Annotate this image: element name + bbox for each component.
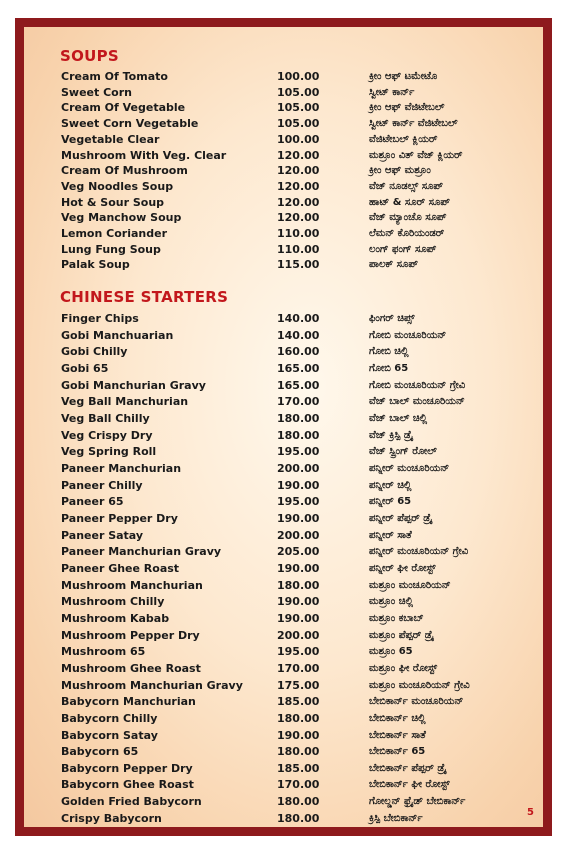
item-name: Gobi Manchuarian bbox=[61, 328, 174, 342]
item-kannada-name: ಪನ್ನೀರ್ ಪೆಪ್ಪರ್ ಡ್ರೈ bbox=[369, 512, 433, 524]
item-name: Paneer Chilly bbox=[61, 478, 143, 492]
menu-page-border bbox=[15, 18, 552, 836]
item-price: 200.00 bbox=[277, 461, 320, 475]
item-name: Sweet Corn bbox=[61, 85, 132, 99]
item-kannada-name: ಗೋಬಿ ಮಂಚೂರಿಯನ್ bbox=[369, 329, 447, 341]
item-name: Mushroom Manchurian bbox=[61, 578, 203, 592]
menu-item-row bbox=[24, 777, 543, 793]
item-kannada-name: ಸ್ವೀಟ್ ಕಾರ್ನ್ ವೆಜಿಟೇಬಲ್ bbox=[369, 118, 458, 130]
menu-item-row bbox=[24, 195, 543, 211]
menu-item-row bbox=[24, 561, 543, 577]
item-kannada-name: ಕ್ರೀಂ ಆಫ್ ವೆಜಿಟೇಬಲ್ bbox=[369, 102, 445, 114]
item-kannada-name: ಮಶ್ರೂಂ ವಿತ್ ವೆಜ್ ಕ್ಲಿಯರ್ bbox=[369, 149, 463, 161]
menu-item-row bbox=[24, 257, 543, 273]
item-name: Mushroom 65 bbox=[61, 645, 146, 659]
item-price: 105.00 bbox=[277, 117, 320, 131]
item-name: Lung Fung Soup bbox=[61, 242, 161, 256]
item-price: 120.00 bbox=[277, 179, 320, 193]
item-kannada-name: ಫಿಂಗರ್ ಚಿಪ್ಸ್ bbox=[369, 313, 415, 324]
item-price: 120.00 bbox=[277, 164, 320, 178]
menu-item-row bbox=[24, 528, 543, 544]
item-kannada-name: ಪನ್ನೀರ್ ಚಿಲ್ಲಿ bbox=[369, 479, 412, 491]
item-price: 190.00 bbox=[277, 511, 320, 525]
item-name: Gobi 65 bbox=[61, 361, 109, 375]
item-kannada-name: ಹಾಟ್ & ಸೂರ್ ಸೂಪ್ bbox=[369, 196, 450, 208]
item-price: 180.00 bbox=[277, 411, 320, 425]
menu-item-row bbox=[24, 444, 543, 460]
item-kannada-name: ಮಶ್ರೂಂ ಘೀ ರೋಸ್ಟ್ bbox=[369, 662, 438, 674]
menu-item-row bbox=[24, 242, 543, 258]
item-price: 190.00 bbox=[277, 728, 320, 742]
item-name: Cream Of Vegetable bbox=[61, 101, 186, 115]
item-kannada-name: ಮಶ್ರೂಂ ಪೆಪ್ಪರ್ ಡ್ರೈ bbox=[369, 629, 435, 641]
item-name: Babycorn 65 bbox=[61, 745, 139, 759]
item-name: Veg Ball Manchurian bbox=[61, 395, 189, 409]
menu-item-row bbox=[24, 378, 543, 394]
menu-item-row bbox=[24, 311, 543, 327]
item-kannada-name: ಮಶ್ರೂಂ 65 bbox=[369, 646, 413, 658]
item-price: 170.00 bbox=[277, 778, 320, 792]
item-price: 185.00 bbox=[277, 761, 320, 775]
item-price: 190.00 bbox=[277, 478, 320, 492]
item-name: Paneer Manchurian Gravy bbox=[61, 545, 222, 559]
menu-item-row bbox=[24, 711, 543, 727]
item-kannada-name: ಬೇಬಿಕಾರ್ನ್ ಚಿಲ್ಲಿ bbox=[369, 712, 426, 724]
item-name: Babycorn Pepper Dry bbox=[61, 761, 193, 775]
menu-item-row bbox=[24, 594, 543, 610]
item-kannada-name: ಪನ್ನೀರ್ ಮಂಚೂರಿಯನ್ ಗ್ರೇವಿ bbox=[369, 546, 469, 558]
item-kannada-name: ಬೇಬಿಕಾರ್ನ್ ಘೀ ರೋಸ್ಟ್ bbox=[369, 779, 450, 791]
menu-item-row bbox=[24, 628, 543, 644]
menu-item-row bbox=[24, 761, 543, 777]
menu-panel bbox=[24, 27, 543, 827]
item-price: 195.00 bbox=[277, 645, 320, 659]
item-name: Vegetable Clear bbox=[61, 132, 160, 146]
item-kannada-name: ಮಶ್ರೂಂ ಮಂಚೂರಿಯನ್ ಗ್ರೇವಿ bbox=[369, 679, 470, 691]
menu-item-row bbox=[24, 179, 543, 195]
item-name: Mushroom Manchurian Gravy bbox=[61, 678, 243, 692]
item-kannada-name: ವೆಜ್ ಸ್ಪ್ರಿಂಗ್ ರೋಲ್ bbox=[369, 446, 437, 458]
item-price: 165.00 bbox=[277, 361, 320, 375]
item-price: 120.00 bbox=[277, 211, 320, 225]
item-name: Mushroom Ghee Roast bbox=[61, 661, 201, 675]
item-name: Mushroom Kabab bbox=[61, 611, 170, 625]
menu-item-row bbox=[24, 85, 543, 101]
item-kannada-name: ಗೋಬಿ ಮಂಚೂರಿಯನ್ ಗ್ರೇವಿ bbox=[369, 379, 466, 391]
item-price: 165.00 bbox=[277, 378, 320, 392]
item-kannada-name: ಪನ್ನೀರ್ ಸಾತೆ bbox=[369, 529, 412, 541]
item-name: Babycorn Chilly bbox=[61, 711, 158, 725]
item-kannada-name: ಬೇಬಿಕಾರ್ನ್ ಪೆಪ್ಪರ್ ಡ್ರೈ bbox=[369, 762, 447, 774]
page-number: 5 bbox=[527, 807, 534, 818]
menu-item-row bbox=[24, 794, 543, 810]
item-price: 110.00 bbox=[277, 227, 320, 240]
item-name: Paneer Ghee Roast bbox=[61, 561, 180, 575]
item-name: Lemon Coriander bbox=[61, 227, 167, 240]
item-price: 185.00 bbox=[277, 695, 320, 709]
item-name: Finger Chips bbox=[61, 312, 139, 325]
item-name: Crispy Babycorn bbox=[61, 811, 162, 825]
menu-item-row bbox=[24, 661, 543, 677]
item-price: 120.00 bbox=[277, 195, 320, 209]
item-price: 105.00 bbox=[277, 101, 320, 115]
item-name: Paneer 65 bbox=[61, 495, 124, 509]
item-price: 105.00 bbox=[277, 85, 320, 99]
item-name: Cream Of Tomato bbox=[61, 70, 168, 83]
item-kannada-name: ವೆಜ್ ಮ್ಯಾಂಚೊ ಸೂಪ್ bbox=[369, 212, 447, 224]
item-price: 100.00 bbox=[277, 132, 320, 146]
item-kannada-name: ಕ್ರಿಸ್ಪಿ ಬೇಬಿಕಾರ್ನ್ bbox=[369, 812, 423, 824]
item-price: 175.00 bbox=[277, 678, 320, 692]
item-price: 100.00 bbox=[277, 70, 320, 83]
item-price: 140.00 bbox=[277, 312, 320, 325]
item-price: 190.00 bbox=[277, 595, 320, 609]
item-price: 200.00 bbox=[277, 628, 320, 642]
menu-item-row bbox=[24, 69, 543, 85]
item-name: Veg Manchow Soup bbox=[61, 211, 182, 225]
item-name: Cream Of Mushroom bbox=[61, 164, 188, 178]
menu-item-row bbox=[24, 578, 543, 594]
item-kannada-name: ವೆಜ್ ಬಾಲ್ ಚಿಲ್ಲಿ bbox=[369, 412, 428, 424]
item-kannada-name: ವೆಜ್ ಕ್ರಿಸ್ಪಿ ಡ್ರೈ bbox=[369, 429, 414, 441]
item-name: Hot & Sour Soup bbox=[61, 195, 165, 209]
menu-item-row bbox=[24, 116, 543, 132]
menu-item-row bbox=[24, 100, 543, 116]
item-name: Mushroom Chilly bbox=[61, 595, 165, 609]
item-price: 115.00 bbox=[277, 258, 320, 272]
item-name: Mushroom With Veg. Clear bbox=[61, 148, 227, 162]
item-price: 180.00 bbox=[277, 811, 320, 825]
menu-item-row bbox=[24, 148, 543, 164]
item-kannada-name: ಪನ್ನೀರ್ ಮಂಚೂರಿಯನ್ bbox=[369, 462, 450, 474]
menu-item-row bbox=[24, 411, 543, 427]
item-kannada-name: ಪನ್ನೀರ್ ಘೀ ರೋಸ್ಟ್ bbox=[369, 562, 436, 574]
menu-item-row bbox=[24, 163, 543, 179]
item-price: 170.00 bbox=[277, 661, 320, 675]
item-price: 195.00 bbox=[277, 495, 320, 509]
item-kannada-name: ಲೆಮನ್ ಕೊರಿಯಂಡರ್ bbox=[369, 228, 445, 239]
item-kannada-name: ಗೋಲ್ಡನ್ ಫ್ರೈಡ್ ಬೇಬಿಕಾರ್ನ್ bbox=[369, 796, 466, 808]
item-price: 180.00 bbox=[277, 795, 320, 809]
menu-item-row bbox=[24, 811, 543, 827]
item-price: 140.00 bbox=[277, 328, 320, 342]
item-kannada-name: ಮಶ್ರೂಂ ಚಿಲ್ಲಿ bbox=[369, 596, 414, 608]
item-kannada-name: ಪನ್ನೀರ್ 65 bbox=[369, 496, 412, 508]
item-kannada-name: ಬೇಬಿಕಾರ್ನ್ ಮಂಚೂರಿಯನ್ bbox=[369, 696, 464, 708]
menu-item-row bbox=[24, 226, 543, 242]
item-name: Babycorn Satay bbox=[61, 728, 158, 742]
soups-heading: SOUPS bbox=[60, 47, 120, 65]
item-name: Paneer Satay bbox=[61, 528, 144, 542]
item-name: Paneer Manchurian bbox=[61, 461, 182, 475]
item-price: 180.00 bbox=[277, 428, 320, 442]
item-name: Sweet Corn Vegetable bbox=[61, 117, 199, 131]
menu-item-row bbox=[24, 210, 543, 226]
item-name: Gobi Chilly bbox=[61, 345, 128, 359]
menu-item-row bbox=[24, 744, 543, 760]
menu-item-row bbox=[24, 644, 543, 660]
item-price: 120.00 bbox=[277, 148, 320, 162]
menu-item-row bbox=[24, 394, 543, 410]
menu-item-row bbox=[24, 478, 543, 494]
menu-item-row bbox=[24, 694, 543, 710]
item-price: 200.00 bbox=[277, 528, 320, 542]
menu-item-row bbox=[24, 461, 543, 477]
menu-item-row bbox=[24, 428, 543, 444]
item-price: 180.00 bbox=[277, 578, 320, 592]
item-price: 190.00 bbox=[277, 611, 320, 625]
item-kannada-name: ಗೋಬಿ ಚಿಲ್ಲಿ bbox=[369, 346, 409, 358]
item-price: 190.00 bbox=[277, 561, 320, 575]
item-name: Gobi Manchurian Gravy bbox=[61, 378, 206, 392]
item-name: Veg Ball Chilly bbox=[61, 411, 150, 425]
item-price: 160.00 bbox=[277, 345, 320, 359]
menu-item-row bbox=[24, 361, 543, 377]
item-kannada-name: ವೆಜ್ ನೂಡಲ್ಸ್ ಸೂಪ್ bbox=[369, 180, 444, 192]
item-price: 110.00 bbox=[277, 242, 320, 256]
item-price: 180.00 bbox=[277, 711, 320, 725]
menu-item-row bbox=[24, 494, 543, 510]
item-kannada-name: ವೆಜ್ ಬಾಲ್ ಮಂಚೂರಿಯನ್ bbox=[369, 396, 465, 408]
item-name: Veg Noodles Soup bbox=[61, 179, 174, 193]
item-kannada-name: ಪಾಲಕ್ ಸೂಪ್ bbox=[369, 259, 418, 271]
item-kannada-name: ಕ್ರೀಂ ಆಫ್ ಟಮೇಟೊ bbox=[369, 71, 438, 82]
item-kannada-name: ಸ್ವೀಟ್ ಕಾರ್ನ್ bbox=[369, 86, 415, 98]
menu-item-row bbox=[24, 728, 543, 744]
item-kannada-name: ಬೇಬಿಕಾರ್ನ್ 65 bbox=[369, 746, 426, 758]
item-price: 170.00 bbox=[277, 395, 320, 409]
chinese-starters-heading: CHINESE STARTERS bbox=[60, 288, 229, 306]
item-name: Golden Fried Babycorn bbox=[61, 795, 202, 809]
item-name: Veg Crispy Dry bbox=[61, 428, 153, 442]
menu-item-row bbox=[24, 544, 543, 560]
item-name: Paneer Pepper Dry bbox=[61, 511, 178, 525]
item-name: Babycorn Ghee Roast bbox=[61, 778, 194, 792]
item-name: Babycorn Manchurian bbox=[61, 695, 196, 709]
item-kannada-name: ವೆಜಿಟೇಬಲ್ ಕ್ಲಿಯರ್ bbox=[369, 133, 438, 145]
item-kannada-name: ಬೇಬಿಕಾರ್ನ್ ಸಾತೆ bbox=[369, 729, 426, 741]
menu-item-row bbox=[24, 328, 543, 344]
item-price: 195.00 bbox=[277, 445, 320, 459]
menu-item-row bbox=[24, 611, 543, 627]
item-kannada-name: ಮಶ್ರೂಂ ಮಂಚೂರಿಯನ್ bbox=[369, 579, 451, 591]
item-kannada-name: ಮಶ್ರೂಂ ಕಬಾಬ್ bbox=[369, 612, 424, 624]
menu-item-row bbox=[24, 132, 543, 148]
menu-item-row bbox=[24, 511, 543, 527]
menu-item-row bbox=[24, 344, 543, 360]
item-price: 180.00 bbox=[277, 745, 320, 759]
item-kannada-name: ಲಂಗ್ ಫಂಗ್ ಸೂಪ್ bbox=[369, 243, 437, 255]
menu-item-row bbox=[24, 678, 543, 694]
item-kannada-name: ಗೋಬಿ 65 bbox=[369, 362, 409, 374]
item-name: Veg Spring Roll bbox=[61, 445, 157, 459]
item-kannada-name: ಕ್ರೀಂ ಆಫ್ ಮಶ್ರೂಂ bbox=[369, 165, 431, 177]
item-name: Mushroom Pepper Dry bbox=[61, 628, 200, 642]
item-price: 205.00 bbox=[277, 545, 320, 559]
item-name: Palak Soup bbox=[61, 258, 130, 272]
